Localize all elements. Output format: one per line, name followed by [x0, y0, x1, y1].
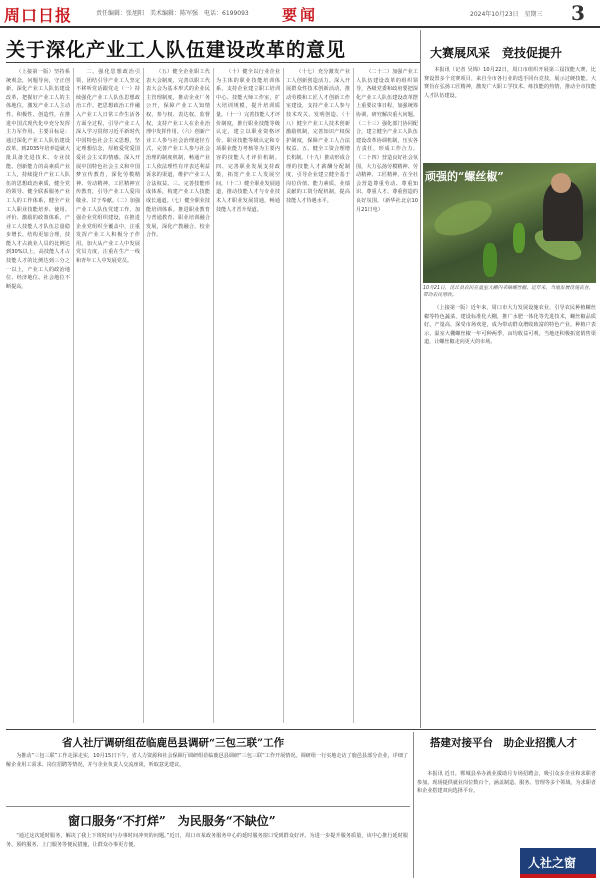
section-divider — [420, 30, 421, 728]
bottom-divider — [413, 732, 414, 878]
bottom-right-article — [417, 770, 596, 844]
bottom-mid-headline: 窗口服务“不打烊” 为民服务“不缺位” — [68, 814, 276, 828]
pepper-shape — [513, 223, 525, 253]
article-column-5 — [286, 68, 350, 723]
column-divider — [213, 68, 214, 723]
bottom-right-headline: 搭建对接平台 助企业招揽人才 — [430, 737, 577, 749]
article-paragraph: （二十二）加强产业工人队伍建设改革的组织领导，各级党委和政府要把深化产业工人队伍建设改革摆上重要议事日程，加强统筹协调，研究解决重大问题。（二十三）强化部门协同配合，建立健全产业工人队伍建设改革协调机制，压实各方责任，形成工作合力。（二十四）营造良好社会氛围，大力弘扬劳模精神、劳动精神、工匠精神，在全社会营造尊重劳动、尊重知识、尊重人才、尊重创造的良好氛围。（新华社北京10月21日电） — [356, 69, 418, 213]
page-number: 3 — [571, 1, 585, 25]
photo-caption: 10月21日，沈丘县农民在温室大棚内采摘螺丝椒。近年来，当地发展设施农业，带动农民增收。 — [423, 286, 594, 298]
right-mid-article — [424, 304, 596, 724]
editors-line: 责任编辑：张旭阳 美术编辑：陈军强 电话：6199093 — [96, 10, 249, 17]
bottom-mid-article — [6, 832, 408, 878]
article-paragraph: 二、强化思想政治引领，团结引导产业工人坚定不移听党话跟党走（一）持续强化产业工人队伍思想政治工作。把思想政治工作融入产业工人日常工作生活各方面全过程，引导产业工人深入学习贯彻习近平新时代中国特色社会主义思想，坚定理想信念，厚植爱党爱国爱社会主义的情感。深入开展中国特色社会主义和中国梦宣传教育，深化劳模精神、劳动精神、工匠精神宣传教育，引导产业工人爱岗敬业、甘于奉献。（二）加强产业工人队伍党建工作。加强企业党组织建设，在推进企业党组织全覆盖中，注重发挥产业工人积极分子作用。加大从产业工人中发展党员力度，注重在生产一线和青年工人中发展党员。 — [76, 69, 140, 265]
masthead — [0, 0, 600, 28]
article-paragraph: （上接第一版）近年来，周口市大力发展设施农业，引导农民种植螺丝椒等特色蔬菜，建设标准化大棚，推广水肥一体化等先进技术，螺丝椒品质好、产量高，深受市场欢迎，成为带动群众增收致富的特色产业。种植户表示，温室大棚螺丝椒一年可种两季，亩均收益可观。当地还积极拓宽销售渠道，让螺丝椒走向更大的市场。 — [424, 305, 596, 346]
column-divider — [143, 68, 144, 723]
right-top-headline: 大赛展风采 竞技促提升 — [430, 46, 563, 60]
bottom-left-headline: 省人社厅调研组莅临鹿邑县调研“三包三联”工作 — [62, 737, 285, 749]
article-paragraph: （十七）充分激发产业工人创新创造活力。深入开展群众性技术创新活动，推动劳模和工匠人才创新工作室建设，支持产业工人参与技术攻关、发明创造。（十八）健全产业工人技术创新激励机制，完善知识产权保护制度，保障产业工人合法权益。五、健全工资合理增长机制。（十九）推动形成合理的技能人才薪酬分配制度，引导企业建立健全基于岗位价值、能力素质、业绩贡献的工资分配机制，提高技能人才待遇水平。 — [286, 69, 350, 204]
bottom-left-article — [6, 752, 408, 802]
article-paragraph: 为推动“三包三联”工作走深走实，10月15日下午，省人力资源和社会保障厅调研组莅临鹿邑县调研“三包三联”工作开展情况。调研组一行实地走访了鹿邑县部分企业，详细了解企业用工需求、岗位招聘等情况，并与企业负责人交流座谈，听取意见建议。 — [6, 753, 408, 768]
article-column-3 — [146, 68, 210, 723]
article-column-6 — [356, 68, 418, 723]
column-divider — [73, 68, 74, 723]
article-paragraph: （五）健全企业职工代表大会制度，完善以职工代表大会为基本形式的企业民主管理制度，推动企业厂务公开，保障产业工人知情权、参与权、表达权、监督权。支持产业工人在企业治理中发挥作用。（六）创新产业工人参与社会治理途径方式，完善产业工人参与社会治理的制度机制，畅通产业工人依法理性有序表达利益诉求的渠道，维护产业工人合法权益。三、完善技能形成体系，构建产业工人技能成长通道。（七）健全职业技能培训体系。推进职业教育与普通教育、职业培训融合发展，深化产教融合、校企合作。 — [146, 69, 210, 239]
article-column-4 — [216, 68, 280, 723]
article-column-1 — [6, 68, 70, 723]
headline-rule — [6, 62, 420, 63]
main-headline: 关于深化产业工人队伍建设改革的意见 — [6, 39, 347, 61]
column-badge-label: 人社之窗 — [528, 856, 577, 870]
column-divider — [353, 68, 354, 723]
article-column-2 — [76, 68, 140, 723]
article-paragraph: （十）健全以行业企业为主体的职业技能培训体系，支持企业建立职工培训中心、技能大师工作室，扩大培训规模，提升培训质量。（十一）完善技能人才评价制度，推行职业技能等级认定，建立以职业资格评价、职业技能等级认定和专项职业能力考核等为主要内容的技能人才评价机制。四、完善职业发展支持政策，拓宽产业工人发展空间。（十二）健全职业发展通道，推动技能人才与专业技术人才职业发展贯通，畅通技能人才晋升渠道。 — [216, 69, 280, 213]
section-title: 要闻 — [282, 6, 319, 24]
pepper-shape — [483, 243, 497, 277]
bottom-mid-rule — [6, 806, 410, 807]
issue-date: 2024年10月23日 星期三 — [470, 11, 543, 18]
right-top-article — [424, 66, 596, 160]
article-paragraph: （上接第一版）坚持系统观念，问题导向，守正创新，深化产业工人队伍建设改革，把握好产业工人的主体地位，激发产业工人主动性、积极性、创造性，在推进中国式现代化中充分发挥主力军作用。主要目标是：通过深化产业工人队伍建设改革，到2035年培养造就大批具备先进技术、专业技能、创新能力的高素质产业工人，持续提升产业工人队伍的思想政治素质，健全党的领导、健全联系服务产业工人的工作体系，健全产业工人职业技能培养、使用、评价、激励的政策体系，产业工人技能人才队伍总量稳步增长、结构更加合理，技能人才占就业人员的比例达到30%以上，高技能人才占技能人才的比例达到三分之一以上，产业工人的政治地位、经济地位、社会地位不断提高。 — [6, 69, 70, 290]
leaf-shape — [430, 194, 497, 243]
article-paragraph: 本报讯 近日，郸城县举办就业援助月专场招聘会，吸引众多企业和求职者参加。现场提供就业岗位数百个，涵盖制造、服务、管理等多个领域，为求职者和企业搭建双向选择平台。 — [417, 771, 596, 795]
photo-title: 顽强的“螺丝椒” — [425, 170, 504, 183]
newspaper-logo: 周口日报 — [4, 6, 73, 25]
column-badge-stripe — [520, 874, 596, 878]
bottom-rule — [6, 729, 596, 730]
article-paragraph: 本报讯（记者 吴锦）10月22日，周口市组织开展第三届技能大赛，比赛设置多个竞赛项目，来自全市各行业的选手同台竞技，展示过硬技能。大赛旨在弘扬工匠精神，激发广大职工学技术、练技能的热情，推动全市技能人才队伍建设。 — [424, 67, 596, 99]
farmer-face — [551, 173, 571, 193]
article-paragraph: “通过这次延时服务，解决了我上下班时间与办事时间冲突的问题。”近日，周口市某政务服务中心的延时服务窗口受到群众好评。为进一步提升服务质量，该中心推行延时服务、预约服务、上门服务等便民措施，让群众办事更方便。 — [6, 833, 408, 848]
column-divider — [283, 68, 284, 723]
